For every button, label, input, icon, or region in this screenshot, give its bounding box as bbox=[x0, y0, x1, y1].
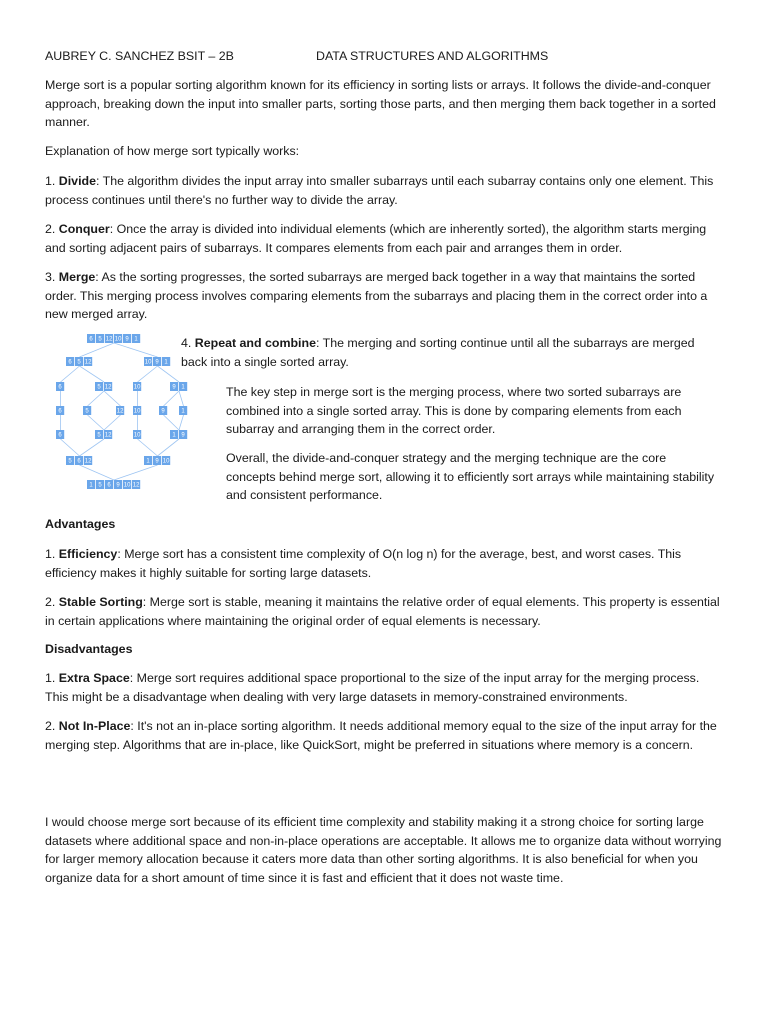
diagram-cell-value: 1 bbox=[172, 432, 176, 439]
diagram-cell-value: 5 bbox=[68, 458, 72, 465]
diagram-connector bbox=[61, 366, 80, 382]
diagram-cell-value: 6 bbox=[68, 359, 72, 366]
diagram-cell-value: 12 bbox=[132, 482, 140, 489]
diagram-connector bbox=[104, 391, 121, 406]
diagram-cell-value: 9 bbox=[155, 458, 159, 465]
author-line: AUBREY C. SANCHEZ BSIT – 2B bbox=[45, 49, 234, 63]
diagram-cell-value: 12 bbox=[84, 458, 92, 465]
diagram-connector bbox=[88, 391, 105, 406]
diagram-connector bbox=[138, 366, 158, 382]
diagram-cell-value: 5 bbox=[85, 408, 89, 415]
diagram-cell-value: 6 bbox=[77, 458, 81, 465]
diagram-cell-value: 12 bbox=[104, 432, 112, 439]
diagram-cell-value: 12 bbox=[105, 336, 113, 343]
merge-sort-diagram bbox=[48, 330, 188, 500]
page-header bbox=[45, 47, 725, 66]
step-conquer: 2. Conquer: Once the array is divided into individual elements (which are inherently sorted), the algorithm starts merging and sorting adjacent pairs of subarrays. It compares elements from each pair and arranges them in order. bbox=[45, 222, 707, 255]
diagram-cell-value: 5 bbox=[98, 336, 102, 343]
diagram-cell-value: 9 bbox=[155, 359, 159, 366]
diagram-cell-value: 5 bbox=[97, 432, 101, 439]
course-title: DATA STRUCTURES AND ALGORITHMS bbox=[316, 49, 549, 63]
diagram-connector bbox=[158, 366, 180, 382]
diagram-cell-value: 9 bbox=[181, 432, 185, 439]
diagram-connector bbox=[80, 366, 105, 382]
diagram-connector bbox=[80, 343, 115, 357]
step-repeat-combine: 4. Repeat and combine: The merging and sorting continue until all the subarrays are merged back into a single sorted array. bbox=[181, 336, 695, 369]
diagram-connector bbox=[114, 465, 158, 480]
diagram-connector bbox=[114, 343, 158, 357]
diagram-cell-value: 6 bbox=[107, 482, 111, 489]
diagram-cell-value: 6 bbox=[89, 336, 93, 343]
diagram-nodes bbox=[56, 334, 187, 489]
diagram-cell-value: 1 bbox=[89, 482, 93, 489]
diagram-cell-value: 9 bbox=[116, 482, 120, 489]
diagram-connector bbox=[80, 439, 105, 456]
diagram-cell-value: 1 bbox=[134, 336, 138, 343]
overall-paragraph: Overall, the divide-and-conquer strategy and the merging technique are the core concepts behind merge sort, allowing it to efficiently sort arrays while maintaining stability and consistent performance. bbox=[226, 451, 715, 503]
advantage-stable-sorting: 2. Stable Sorting: Merge sort is stable, meaning it maintains the relative order of equal elements. This property is essential in certain applications where maintaining the original order of equal elements is necessary. bbox=[45, 595, 720, 628]
advantage-efficiency: 1. Efficiency: Merge sort has a consistent time complexity of O(n log n) for the average, best, and worst cases. This efficiency makes it highly suitable for sorting large datasets. bbox=[45, 547, 682, 580]
diagram-cell-value: 9 bbox=[161, 408, 165, 415]
diagram-connector bbox=[158, 439, 180, 456]
diagram-cell-value: 9 bbox=[125, 336, 129, 343]
diagram-connector bbox=[179, 391, 184, 406]
diagram-cell-value: 5 bbox=[97, 384, 101, 391]
diagram-cell-value: 12 bbox=[84, 359, 92, 366]
intro-paragraph: Merge sort is a popular sorting algorithm known for its efficiency in sorting lists or arrays. It follows the divide-and-conquer approach, breaking down the input into smaller parts, sorting those parts, and then merging them back together in a sorted manner. bbox=[45, 78, 716, 130]
key-step-paragraph: The key step in merge sort is the merging process, where two sorted subarrays are combined into a single sorted array. This is done by comparing elements from each subarray and arranging them in the correct order. bbox=[226, 385, 682, 437]
diagram-cell-value: 10 bbox=[133, 408, 141, 415]
diagram-connector bbox=[80, 465, 115, 480]
diagram-connector bbox=[104, 415, 121, 430]
diagram-cell-value: 12 bbox=[116, 408, 124, 415]
step-divide: 1. Divide: The algorithm divides the input array into smaller subarrays until each subarray contains only one element. This process continues until there's no further way to divide the array. bbox=[45, 174, 714, 207]
conclusion-paragraph: I would choose merge sort because of its efficient time complexity and stability making it a strong choice for sorting large datasets where additional space and non-in-place operations are acceptable. It allows me to organize data without worrying for larger memory allocation because it caters more data than other sorting algorithms. It is also beneficial for when you organize data for a short amount of time since it is fast and efficient that it does not waste time. bbox=[45, 815, 722, 885]
disadvantage-not-in-place: 2. Not In-Place: It's not an in-place sorting algorithm. It needs additional memory equal to the size of the input array for the merging step. Algorithms that are in-place, like QuickSort, might be preferred in situations where memory is a concern. bbox=[45, 719, 717, 752]
diagram-cell-value: 10 bbox=[114, 336, 122, 343]
step-merge: 3. Merge: As the sorting progresses, the sorted subarrays are merged back together in a way that maintains the sorted order. This merging process involves comparing elements from the subarrays and placing them in the correct order into a new merged array. bbox=[45, 270, 708, 322]
diagram-cell-value: 10 bbox=[123, 482, 131, 489]
diagram-cell-value: 10 bbox=[133, 384, 141, 391]
diagram-connector bbox=[61, 439, 80, 456]
diagram-cell-value: 9 bbox=[172, 384, 176, 391]
diagram-connector bbox=[179, 415, 184, 430]
diagram-cell-value: 6 bbox=[58, 408, 62, 415]
diagram-connector bbox=[88, 415, 105, 430]
merge-sort-diagram-svg bbox=[48, 330, 188, 500]
diagram-connector bbox=[138, 439, 158, 456]
diagram-cell-value: 1 bbox=[164, 359, 168, 366]
diagram-cell-value: 1 bbox=[181, 384, 185, 391]
diagram-cell-value: 10 bbox=[162, 458, 170, 465]
disadvantages-heading: Disadvantages bbox=[45, 642, 133, 656]
explanation-heading: Explanation of how merge sort typically works: bbox=[45, 144, 300, 158]
disadvantage-extra-space: 1. Extra Space: Merge sort requires additional space proportional to the size of the input array for the merging process. This might be a disadvantage when dealing with very large datasets in memory-constrained environments. bbox=[45, 671, 700, 704]
diagram-cell-value: 6 bbox=[58, 432, 62, 439]
diagram-connector bbox=[164, 391, 180, 406]
diagram-connector bbox=[164, 415, 180, 430]
diagram-cell-value: 5 bbox=[98, 482, 102, 489]
diagram-cell-value: 6 bbox=[58, 384, 62, 391]
diagram-cell-value: 1 bbox=[146, 458, 150, 465]
diagram-cell-value: 1 bbox=[181, 408, 185, 415]
diagram-cell-value: 10 bbox=[133, 432, 141, 439]
diagram-cell-value: 5 bbox=[77, 359, 81, 366]
diagram-cell-value: 10 bbox=[144, 359, 152, 366]
advantages-heading: Advantages bbox=[45, 517, 116, 531]
diagram-cell-value: 12 bbox=[104, 384, 112, 391]
